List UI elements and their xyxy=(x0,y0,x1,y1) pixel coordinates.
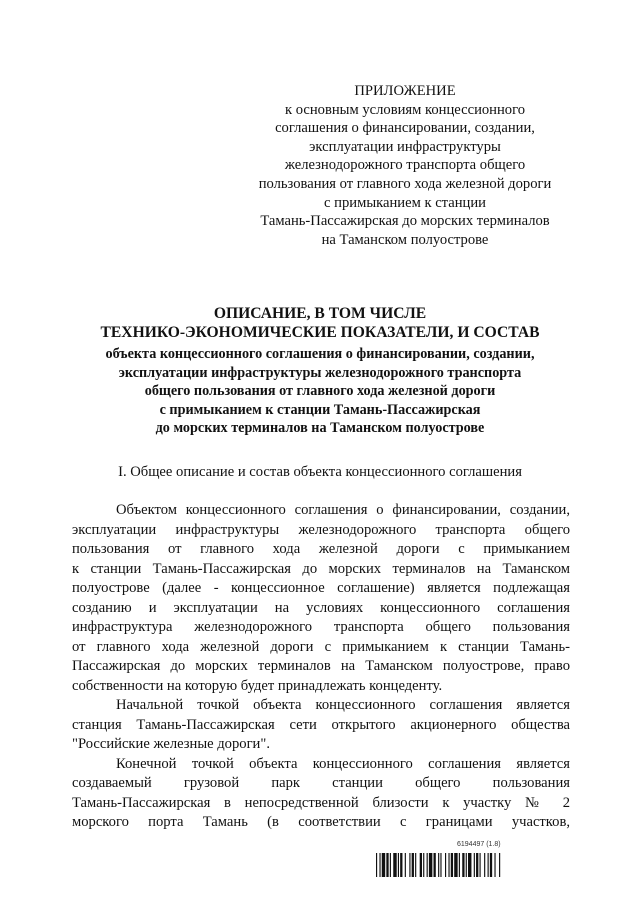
appendix-line: пользования от главного хода железной дороги xyxy=(258,175,552,192)
paragraph-line: пользования от главного хода железной дороги с примыканием xyxy=(72,541,570,557)
subtitle-line: эксплуатации инфраструктуры железнодорожного транспорта xyxy=(118,364,522,381)
paragraph-line: "Российские железные дороги". xyxy=(72,736,270,752)
appendix-line: эксплуатации инфраструктуры xyxy=(309,138,501,155)
document-title xyxy=(60,304,580,342)
appendix-line: на Таманском полуострове xyxy=(321,231,489,248)
section-heading: I. Общее описание и состав объекта концессионного соглашения xyxy=(118,464,522,480)
appendix-line: Тамань-Пассажирская до морских терминалов xyxy=(260,213,550,230)
paragraph-line: от главного хода железной дороги с примыканием к станции Тамань- xyxy=(72,638,570,655)
appendix-header xyxy=(240,82,570,249)
body-text xyxy=(72,501,570,833)
appendix-line: соглашения о финансировании, создании, xyxy=(275,120,535,137)
title-line: ТЕХНИКО-ЭКОНОМИЧЕСКИЕ ПОКАЗАТЕЛИ, И СОСТАВ xyxy=(100,324,540,341)
appendix-line: к основным условиям концессионного xyxy=(284,101,526,118)
barcode-image xyxy=(376,853,570,877)
paragraph-line: создаваемый грузовой парк станции общего пользования xyxy=(72,775,570,791)
paragraph-line: Объектом концессионного соглашения о финансировании, создании, xyxy=(116,502,570,518)
appendix-line: железнодорожного транспорта общего xyxy=(284,157,526,174)
subtitle-line: до морских терминалов на Таманском полуострове xyxy=(155,420,485,437)
paragraph-line: станция Тамань-Пассажирская сети открытого акционерного общества xyxy=(72,716,570,733)
paragraph-line: созданию и эксплуатации на условиях концессионного соглашения xyxy=(72,599,570,616)
paragraph-line: морского порта Тамань (в соответствии с границами участков, xyxy=(72,814,570,830)
paragraph-line: полуострове (далее - концессионное соглашение) является подлежащая xyxy=(72,580,570,596)
paragraph-line: инфраструктура железнодорожного транспорта общего пользования xyxy=(72,619,570,635)
paragraph-line: Тамань-Пассажирская в непосредственной близости к участку № 2 xyxy=(72,794,570,811)
document-subtitle xyxy=(60,345,580,438)
paragraph-line: Пассажирская до морских терминалов на Таманском полуострове, право xyxy=(72,658,570,674)
subtitle-line: с примыканием к станции Тамань-Пассажирская xyxy=(159,401,481,418)
title-line: ОПИСАНИЕ, В ТОМ ЧИСЛЕ xyxy=(213,305,427,322)
appendix-label: ПРИЛОЖЕНИЕ xyxy=(354,83,456,99)
appendix-line: с примыканием к станции xyxy=(324,194,486,211)
paragraph-line: собственности на которую будет принадлежать концеденту. xyxy=(72,677,443,694)
paragraph-line: эксплуатации инфраструктуры железнодорожного транспорта общего xyxy=(72,521,570,538)
paragraph-line: Конечной точкой объекта концессионного соглашения является xyxy=(116,755,570,772)
paragraph-line: Начальной точкой объекта концессионного соглашения является xyxy=(116,697,570,713)
subtitle-line: объекта концессионного соглашения о финансировании, создании, xyxy=(105,346,535,362)
barcode-number: 6194497 (1.8) xyxy=(457,841,501,848)
subtitle-line: общего пользования от главного хода железной дороги xyxy=(144,383,496,400)
paragraph-line: к станции Тамань-Пассажирская до морских терминалов на Таманском xyxy=(72,560,570,577)
